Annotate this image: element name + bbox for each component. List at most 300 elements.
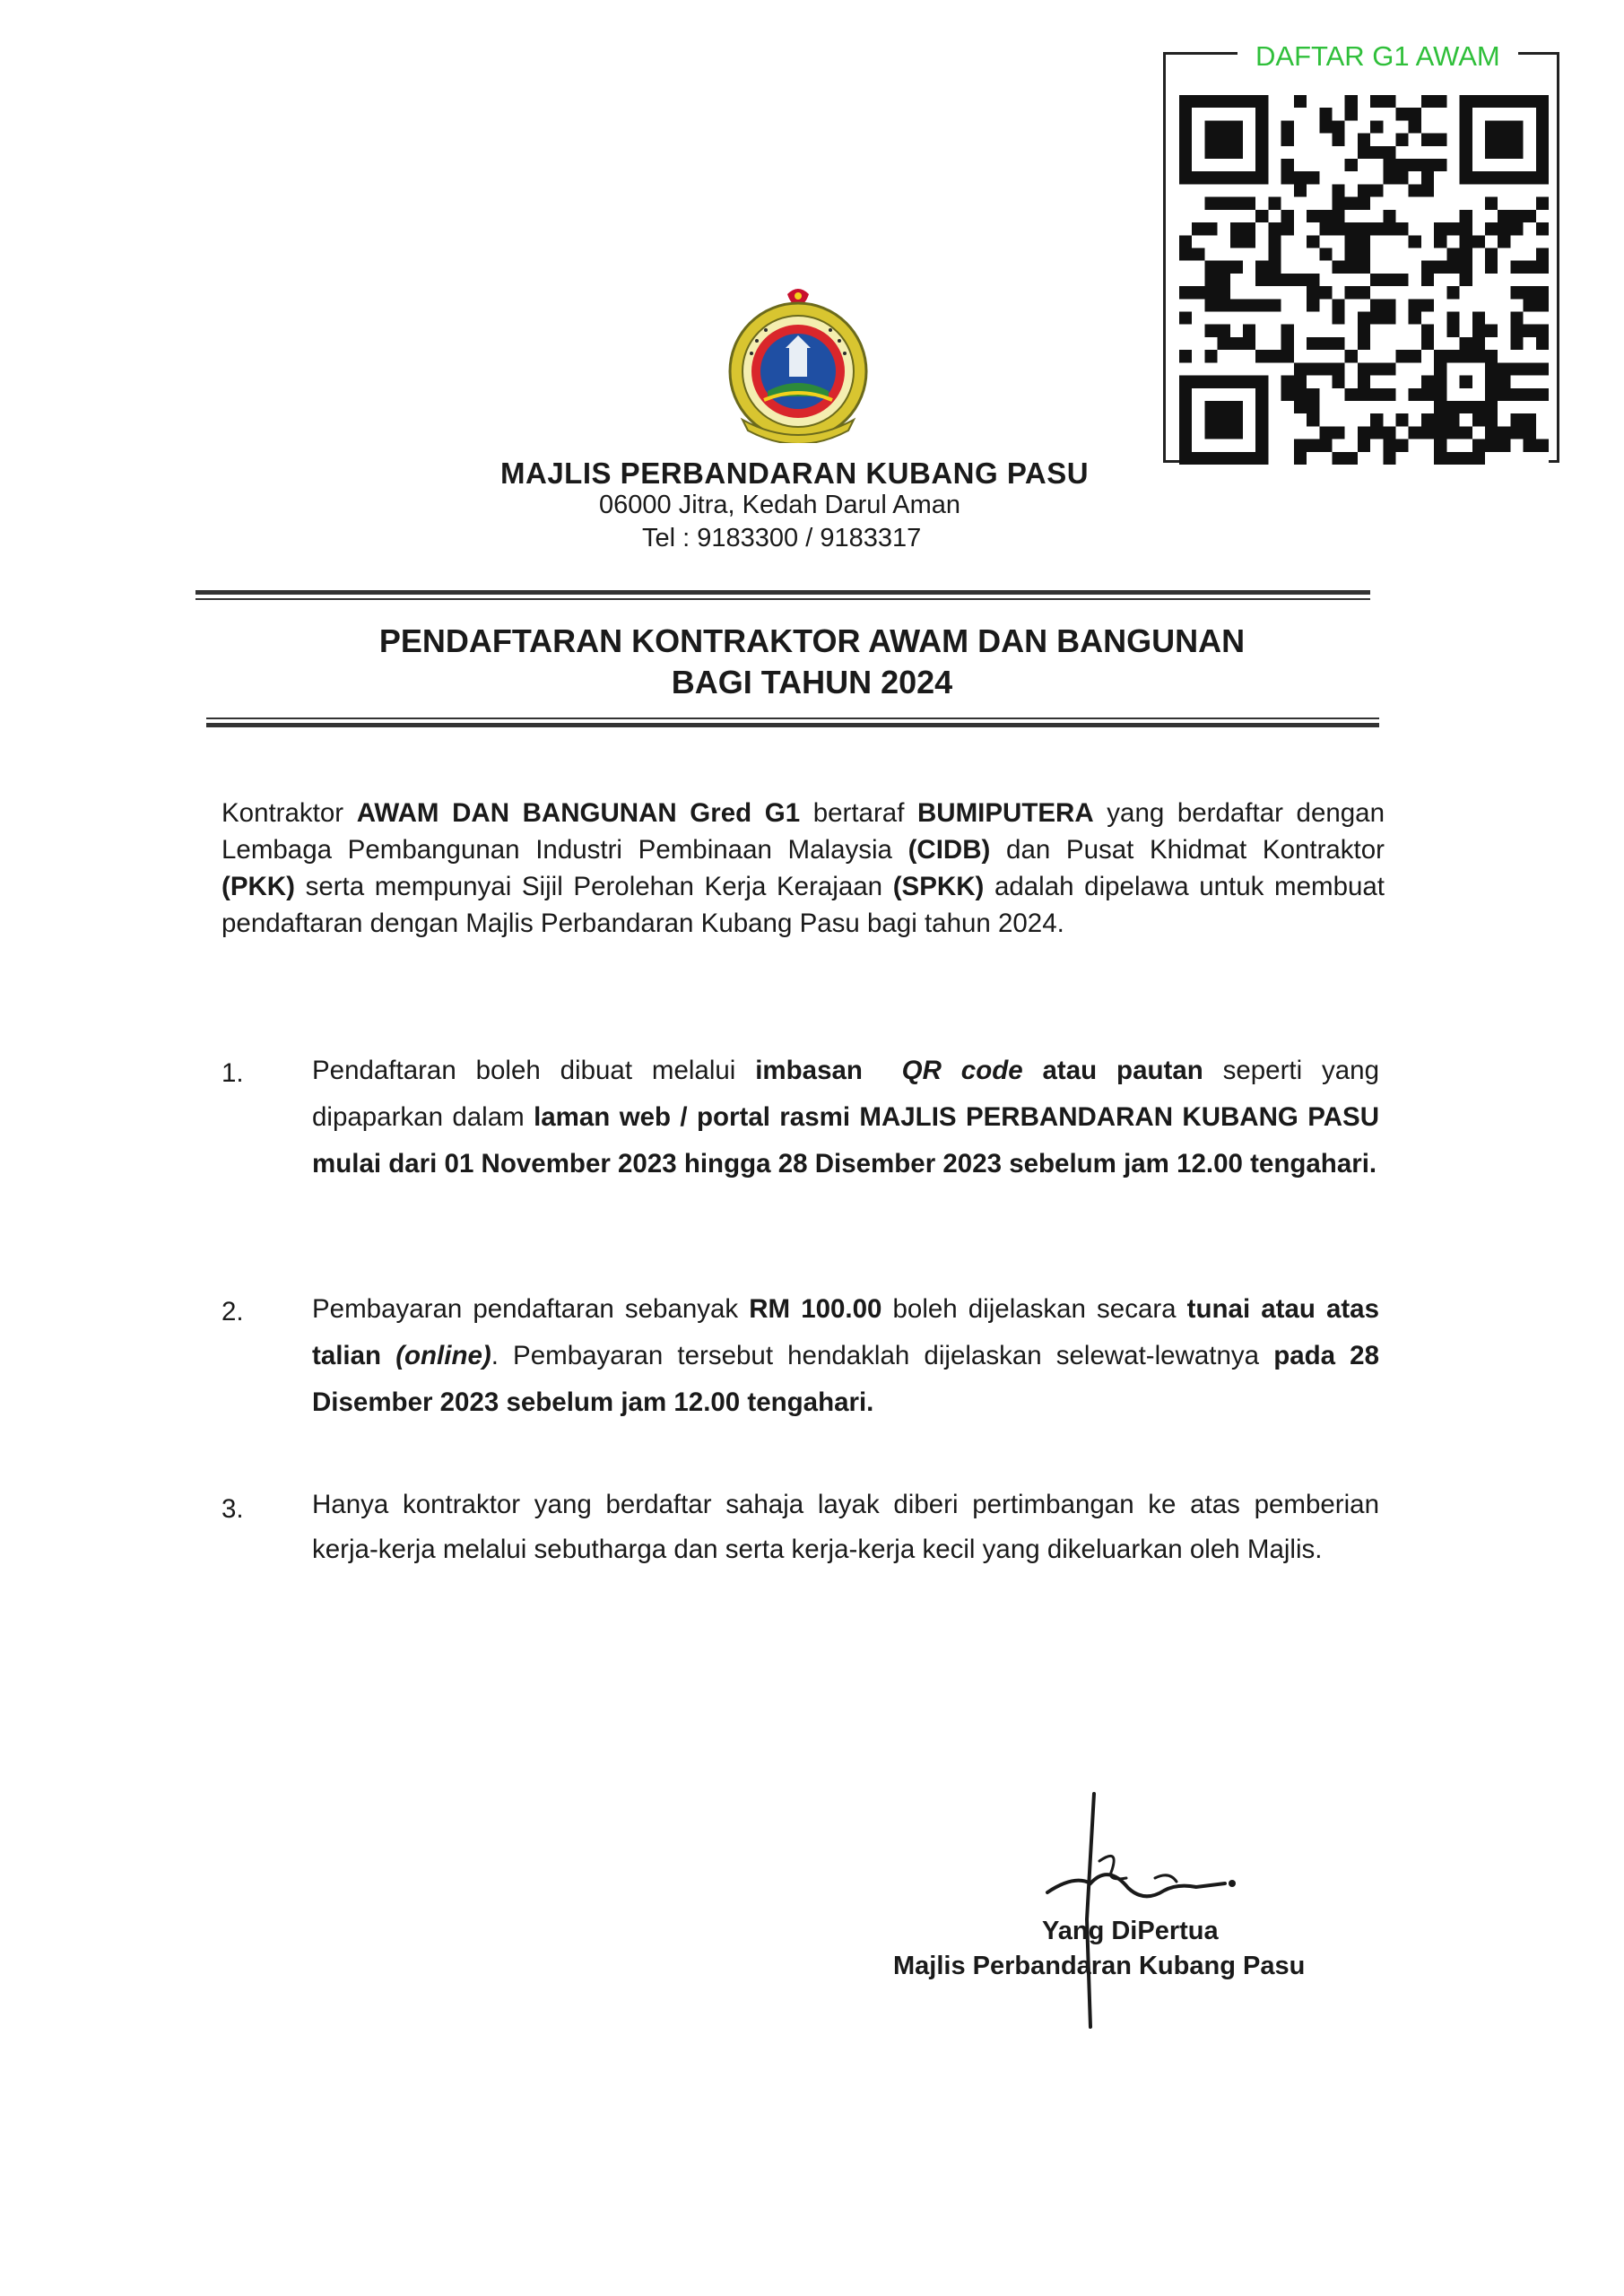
document-title-line1: PENDAFTARAN KONTRAKTOR AWAM DAN BANGUNAN xyxy=(378,622,1246,659)
qr-module xyxy=(1319,337,1332,350)
qr-module xyxy=(1307,286,1319,299)
bottom-rule-thick xyxy=(206,723,1379,727)
qr-module xyxy=(1358,439,1370,452)
qr-module xyxy=(1268,235,1281,248)
qr-module xyxy=(1498,426,1510,439)
qr-module xyxy=(1409,388,1421,401)
qr-module xyxy=(1536,261,1549,274)
qr-module xyxy=(1358,388,1370,401)
qr-module xyxy=(1307,235,1319,248)
qr-module xyxy=(1460,261,1472,274)
qr-module xyxy=(1421,159,1434,171)
qr-module xyxy=(1421,299,1434,311)
qr-module xyxy=(1268,248,1281,260)
qr-module xyxy=(1230,337,1243,350)
qr-module xyxy=(1536,248,1549,260)
qr-module xyxy=(1446,401,1459,413)
qr-module xyxy=(1218,325,1230,337)
qr-module xyxy=(1370,274,1383,286)
qr-module xyxy=(1370,426,1383,439)
qr-module xyxy=(1179,171,1192,184)
qr-module xyxy=(1434,350,1446,362)
qr-module xyxy=(1218,146,1230,159)
qr-module xyxy=(1510,134,1523,146)
qr-module xyxy=(1460,337,1472,350)
qr-module xyxy=(1510,413,1523,426)
qr-module xyxy=(1218,286,1230,299)
qr-module xyxy=(1255,376,1268,388)
qr-module xyxy=(1243,376,1255,388)
qr-module xyxy=(1536,325,1549,337)
qr-module xyxy=(1358,134,1370,146)
qr-module xyxy=(1243,325,1255,337)
qr-module xyxy=(1434,235,1446,248)
qr-module xyxy=(1460,134,1472,146)
qr-module xyxy=(1255,210,1268,222)
qr-module xyxy=(1307,388,1319,401)
qr-module xyxy=(1281,350,1294,362)
qr-module xyxy=(1510,312,1523,325)
qr-module xyxy=(1294,274,1307,286)
qr-module xyxy=(1524,362,1536,375)
qr-module xyxy=(1319,222,1332,235)
qr-module xyxy=(1421,171,1434,184)
qr-module xyxy=(1218,299,1230,311)
qr-module xyxy=(1421,95,1434,108)
qr-module xyxy=(1383,159,1395,171)
qr-module xyxy=(1434,388,1446,401)
qr-module xyxy=(1472,312,1485,325)
qr-module xyxy=(1358,146,1370,159)
qr-module xyxy=(1243,197,1255,210)
qr-module xyxy=(1345,222,1358,235)
qr-module xyxy=(1255,413,1268,426)
qr-module xyxy=(1370,95,1383,108)
qr-module xyxy=(1498,210,1510,222)
signatory-organization: Majlis Perbandaran Kubang Pasu xyxy=(893,1952,1306,1980)
qr-module xyxy=(1230,299,1243,311)
top-rule-thick xyxy=(195,590,1370,595)
qr-module xyxy=(1179,350,1192,362)
qr-module xyxy=(1485,376,1498,388)
qr-module xyxy=(1179,95,1192,108)
qr-module xyxy=(1230,413,1243,426)
qr-module xyxy=(1485,95,1498,108)
qr-module xyxy=(1370,120,1383,133)
qr-module xyxy=(1460,146,1472,159)
qr-module xyxy=(1370,413,1383,426)
qr-module xyxy=(1396,222,1409,235)
qr-module xyxy=(1383,171,1395,184)
qr-module xyxy=(1510,286,1523,299)
qr-module xyxy=(1396,159,1409,171)
qr-module xyxy=(1179,108,1192,120)
qr-module xyxy=(1460,120,1472,133)
qr-module xyxy=(1498,120,1510,133)
qr-module xyxy=(1345,235,1358,248)
qr-module xyxy=(1332,337,1344,350)
qr-module xyxy=(1268,222,1281,235)
qr-module xyxy=(1510,171,1523,184)
qr-module xyxy=(1536,95,1549,108)
qr-module xyxy=(1307,171,1319,184)
qr-module xyxy=(1179,134,1192,146)
qr-module xyxy=(1460,159,1472,171)
qr-module xyxy=(1218,337,1230,350)
qr-module xyxy=(1409,120,1421,133)
qr-module xyxy=(1294,401,1307,413)
qr-module xyxy=(1358,184,1370,196)
qr-module xyxy=(1524,426,1536,439)
bottom-rule-thin xyxy=(206,718,1379,719)
qr-module xyxy=(1204,95,1217,108)
qr-module xyxy=(1434,401,1446,413)
qr-module xyxy=(1421,376,1434,388)
qr-module xyxy=(1396,171,1409,184)
qr-module xyxy=(1294,388,1307,401)
qr-module xyxy=(1396,413,1409,426)
qr-module xyxy=(1204,274,1217,286)
qr-module xyxy=(1485,401,1498,413)
qr-module xyxy=(1179,312,1192,325)
qr-module xyxy=(1230,235,1243,248)
qr-module xyxy=(1536,197,1549,210)
qr-module xyxy=(1204,350,1217,362)
qr-module xyxy=(1281,325,1294,337)
qr-module xyxy=(1255,95,1268,108)
qr-module xyxy=(1179,248,1192,260)
qr-module xyxy=(1536,362,1549,375)
qr-module xyxy=(1281,171,1294,184)
qr-module xyxy=(1243,222,1255,235)
qr-module xyxy=(1230,197,1243,210)
qr-module xyxy=(1319,120,1332,133)
qr-module xyxy=(1446,413,1459,426)
qr-module xyxy=(1294,95,1307,108)
qr-module xyxy=(1179,235,1192,248)
qr-module xyxy=(1498,439,1510,452)
qr-module xyxy=(1434,134,1446,146)
qr-module xyxy=(1218,261,1230,274)
qr-module xyxy=(1243,95,1255,108)
qr-module xyxy=(1345,248,1358,260)
qr-module xyxy=(1345,95,1358,108)
qr-module xyxy=(1179,439,1192,452)
qr-module xyxy=(1179,286,1192,299)
qr-module xyxy=(1218,134,1230,146)
qr-module xyxy=(1294,439,1307,452)
qr-module xyxy=(1358,248,1370,260)
qr-module xyxy=(1536,337,1549,350)
qr-module xyxy=(1383,439,1395,452)
qr-module xyxy=(1294,171,1307,184)
qr-module xyxy=(1332,210,1344,222)
qr-module xyxy=(1204,171,1217,184)
qr-module xyxy=(1498,134,1510,146)
qr-module xyxy=(1332,120,1344,133)
qr-module xyxy=(1383,222,1395,235)
qr-module xyxy=(1255,120,1268,133)
qr-module xyxy=(1396,439,1409,452)
qr-module xyxy=(1255,159,1268,171)
qr-module xyxy=(1230,426,1243,439)
qr-module xyxy=(1536,159,1549,171)
qr-module xyxy=(1421,184,1434,196)
qr-module xyxy=(1255,274,1268,286)
qr-module xyxy=(1421,388,1434,401)
qr-module xyxy=(1332,362,1344,375)
qr-module xyxy=(1332,426,1344,439)
qr-module xyxy=(1332,312,1344,325)
qr-module xyxy=(1358,286,1370,299)
list-item-text: Pendaftaran boleh dibuat melalui imbasan QR code atau pautan seperti yang dipaparkan dalam laman web / portal rasmi MAJLIS PERBANDARAN KUBANG PASU mulai dari 01 November 2023 hingga 28 Disember 2023 sebelum jam 12.00 tengahari. xyxy=(312,1056,1379,1178)
qr-module xyxy=(1192,222,1204,235)
qr-module xyxy=(1434,439,1446,452)
qr-module xyxy=(1319,108,1332,120)
qr-module xyxy=(1510,222,1523,235)
qr-module xyxy=(1345,159,1358,171)
organization-name: MAJLIS PERBANDARAN KUBANG PASU xyxy=(500,457,1090,490)
qr-module xyxy=(1421,134,1434,146)
qr-module xyxy=(1472,401,1485,413)
qr-module xyxy=(1281,222,1294,235)
qr-module xyxy=(1485,388,1498,401)
qr-module xyxy=(1434,222,1446,235)
qr-module xyxy=(1294,376,1307,388)
qr-module xyxy=(1294,362,1307,375)
qr-module xyxy=(1409,159,1421,171)
qr-module xyxy=(1383,146,1395,159)
qr-module xyxy=(1421,413,1434,426)
qr-module xyxy=(1307,401,1319,413)
qr-module xyxy=(1421,325,1434,337)
qr-module xyxy=(1255,134,1268,146)
qr-module xyxy=(1268,350,1281,362)
qr-module xyxy=(1319,210,1332,222)
qr-module xyxy=(1204,299,1217,311)
qr-module xyxy=(1358,312,1370,325)
qr-module xyxy=(1446,350,1459,362)
qr-module xyxy=(1218,426,1230,439)
qr-module xyxy=(1383,362,1395,375)
document-title-line2: BAGI TAHUN 2024 xyxy=(671,664,953,700)
qr-module xyxy=(1358,261,1370,274)
qr-module xyxy=(1446,312,1459,325)
qr-module xyxy=(1460,426,1472,439)
qr-code-frame xyxy=(1163,40,1559,463)
qr-module xyxy=(1460,108,1472,120)
organization-telephone: Tel : 9183300 / 9183317 xyxy=(642,524,922,552)
qr-module xyxy=(1345,261,1358,274)
qr-module xyxy=(1434,413,1446,426)
qr-module xyxy=(1255,350,1268,362)
qr-module xyxy=(1460,95,1472,108)
qr-module xyxy=(1498,235,1510,248)
qr-module xyxy=(1510,261,1523,274)
qr-module xyxy=(1536,439,1549,452)
qr-module xyxy=(1396,134,1409,146)
qr-module xyxy=(1485,197,1498,210)
qr-module xyxy=(1243,235,1255,248)
qr-module xyxy=(1421,274,1434,286)
qr-module xyxy=(1524,439,1536,452)
qr-module xyxy=(1204,222,1217,235)
qr-module xyxy=(1332,299,1344,311)
qr-module xyxy=(1421,426,1434,439)
qr-module xyxy=(1332,197,1344,210)
qr-module xyxy=(1332,134,1344,146)
top-rule-thin xyxy=(195,598,1370,600)
qr-module xyxy=(1255,388,1268,401)
qr-module xyxy=(1396,108,1409,120)
qr-module xyxy=(1268,299,1281,311)
qr-module xyxy=(1218,401,1230,413)
qr-module xyxy=(1409,426,1421,439)
qr-module xyxy=(1230,401,1243,413)
qr-module xyxy=(1460,210,1472,222)
qr-module xyxy=(1460,401,1472,413)
qr-module xyxy=(1192,95,1204,108)
qr-module xyxy=(1536,171,1549,184)
qr-module xyxy=(1524,95,1536,108)
qr-module xyxy=(1281,274,1294,286)
qr-module xyxy=(1536,108,1549,120)
qr-module xyxy=(1485,134,1498,146)
qr-module xyxy=(1472,171,1485,184)
qr-module xyxy=(1192,171,1204,184)
qr-module xyxy=(1204,325,1217,337)
qr-module xyxy=(1536,222,1549,235)
qr-module xyxy=(1204,413,1217,426)
qr-module xyxy=(1446,222,1459,235)
qr-module xyxy=(1204,134,1217,146)
qr-module xyxy=(1510,95,1523,108)
list-item-number: 2. xyxy=(221,1297,244,1326)
qr-module xyxy=(1510,388,1523,401)
qr-module xyxy=(1230,146,1243,159)
qr-module xyxy=(1345,197,1358,210)
qr-module xyxy=(1383,210,1395,222)
qr-module xyxy=(1230,376,1243,388)
qr-module xyxy=(1243,337,1255,350)
qr-module xyxy=(1510,146,1523,159)
qr-module xyxy=(1218,376,1230,388)
qr-module xyxy=(1255,146,1268,159)
list-item-text: Pembayaran pendaftaran sebanyak RM 100.00 boleh dijelaskan secara tunai atau atas talian (online). Pembayaran tersebut hendaklah dijelaskan selewat-lewatnya pada 28 Disember 2023 sebelum jam 12.00 tengahari. xyxy=(312,1294,1379,1417)
qr-module xyxy=(1345,388,1358,401)
qr-module xyxy=(1255,401,1268,413)
qr-module xyxy=(1358,325,1370,337)
qr-module xyxy=(1332,184,1344,196)
qr-module xyxy=(1358,362,1370,375)
qr-module xyxy=(1510,426,1523,439)
qr-module xyxy=(1446,325,1459,337)
qr-module xyxy=(1345,350,1358,362)
qr-module xyxy=(1510,362,1523,375)
qr-module xyxy=(1460,376,1472,388)
qr-module xyxy=(1446,426,1459,439)
qr-module xyxy=(1460,274,1472,286)
qr-module xyxy=(1179,376,1192,388)
qr-module xyxy=(1204,197,1217,210)
qr-module xyxy=(1536,120,1549,133)
qr-module xyxy=(1192,286,1204,299)
qr-module xyxy=(1230,95,1243,108)
qr-module xyxy=(1510,325,1523,337)
qr-module xyxy=(1498,388,1510,401)
qr-module xyxy=(1383,299,1395,311)
qr-module xyxy=(1255,171,1268,184)
qr-module xyxy=(1230,171,1243,184)
qr-module xyxy=(1383,388,1395,401)
signatory-title: Yang DiPertua xyxy=(1042,1917,1219,1945)
qr-module xyxy=(1192,248,1204,260)
qr-module xyxy=(1524,286,1536,299)
qr-module xyxy=(1485,146,1498,159)
qr-module xyxy=(1307,439,1319,452)
qr-module xyxy=(1383,95,1395,108)
council-emblem-logo xyxy=(723,285,873,443)
qr-module xyxy=(1370,388,1383,401)
qr-module xyxy=(1281,134,1294,146)
qr-module xyxy=(1281,376,1294,388)
qr-module xyxy=(1218,274,1230,286)
qr-module xyxy=(1307,413,1319,426)
qr-module xyxy=(1472,95,1485,108)
qr-module xyxy=(1485,426,1498,439)
qr-module xyxy=(1472,439,1485,452)
qr-module xyxy=(1255,108,1268,120)
qr-module xyxy=(1179,120,1192,133)
qr-module xyxy=(1460,248,1472,260)
qr-module xyxy=(1179,388,1192,401)
qr-module xyxy=(1434,159,1446,171)
qr-module xyxy=(1370,222,1383,235)
qr-module xyxy=(1536,286,1549,299)
qr-module xyxy=(1524,171,1536,184)
qr-module xyxy=(1536,388,1549,401)
qr-module xyxy=(1524,325,1536,337)
qr-module xyxy=(1204,401,1217,413)
qr-module xyxy=(1268,261,1281,274)
qr-module xyxy=(1179,413,1192,426)
qr-module xyxy=(1358,376,1370,388)
qr-module xyxy=(1396,274,1409,286)
qr-module xyxy=(1370,299,1383,311)
qr-module xyxy=(1332,261,1344,274)
qr-module xyxy=(1409,350,1421,362)
qr-module xyxy=(1524,388,1536,401)
qr-module xyxy=(1230,261,1243,274)
qr-module xyxy=(1498,171,1510,184)
qr-module xyxy=(1255,426,1268,439)
qr-module xyxy=(1383,274,1395,286)
qr-module xyxy=(1421,337,1434,350)
organization-address: 06000 Jitra, Kedah Darul Aman xyxy=(599,491,961,519)
qr-module xyxy=(1524,261,1536,274)
qr-module xyxy=(1510,210,1523,222)
qr-module xyxy=(1409,299,1421,311)
qr-module xyxy=(1510,120,1523,133)
qr-module xyxy=(1358,197,1370,210)
qr-module xyxy=(1179,401,1192,413)
qr-module xyxy=(1204,426,1217,439)
qr-module xyxy=(1358,337,1370,350)
qr-code-image[interactable] xyxy=(1179,95,1549,465)
qr-module xyxy=(1204,286,1217,299)
qr-module xyxy=(1485,413,1498,426)
qr-module xyxy=(1179,146,1192,159)
